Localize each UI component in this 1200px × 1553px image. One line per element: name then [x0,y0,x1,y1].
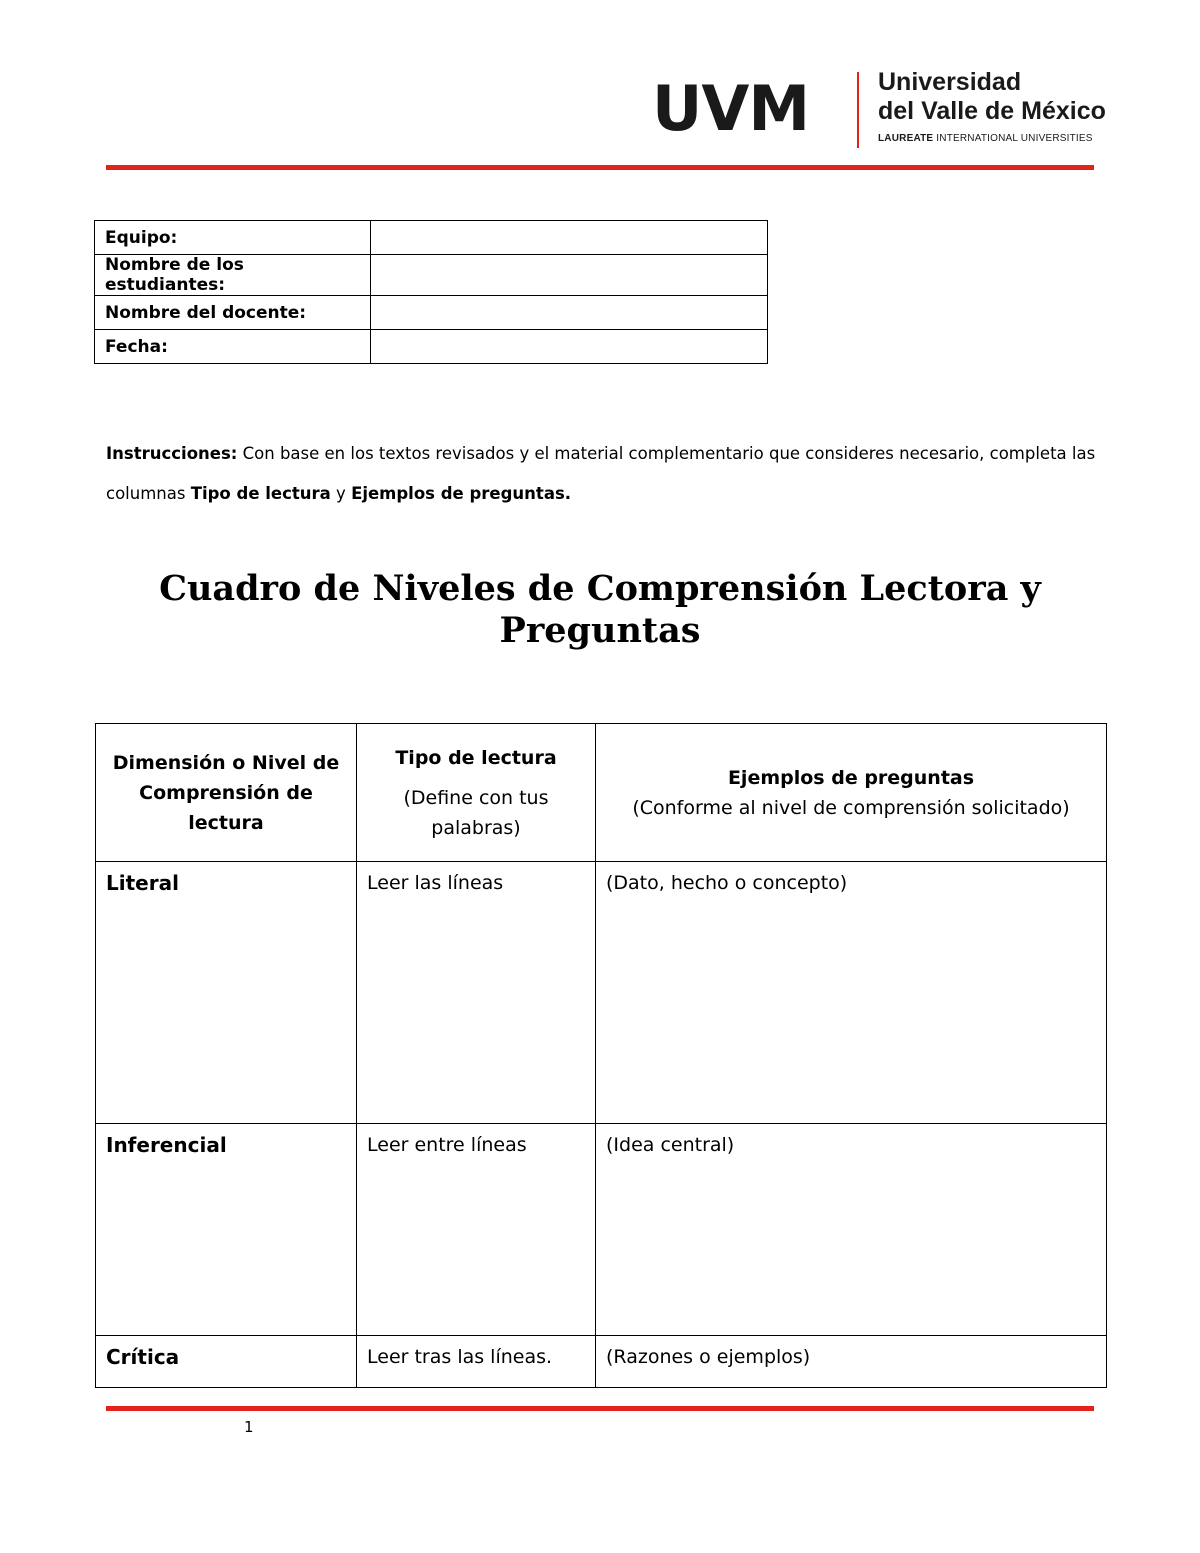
instructions-bold-2: Ejemplos de preguntas. [351,484,572,503]
info-label: Equipo: [95,221,371,255]
tipo-cell[interactable]: Leer entre líneas [357,1124,596,1336]
header-cell-ejemplos [596,724,1107,862]
ejemplos-cell[interactable]: (Idea central) [596,1124,1107,1336]
header-cell-dimension [96,724,357,862]
table-row [96,862,1107,1124]
page-title: Cuadro de Niveles de Comprensión Lectora y Preguntas [159,568,1041,651]
logo-mark: UVM [652,72,810,145]
instructions-label: Instrucciones: [106,444,238,463]
table-row [95,296,768,330]
level-label: Inferencial [106,1133,227,1157]
tipo-cell[interactable]: Leer las líneas [357,862,596,1124]
table-row [95,255,768,296]
instructions-paragraph [106,434,1106,514]
level-cell [96,1124,357,1336]
university-name-line1: Universidad [878,68,1022,96]
university-name-line2: del Valle de México [878,97,1106,125]
header-cell-tipo [357,724,596,862]
ejemplos-cell[interactable]: (Razones o ejemplos) [596,1336,1107,1388]
info-value-field[interactable] [371,221,768,255]
level-label: Literal [106,871,179,895]
header-tipo-sublabel: (Define con tus palabras) [403,786,549,839]
comprehension-levels-table [95,723,1107,1388]
info-value-field[interactable] [371,330,768,364]
table-row [96,1124,1107,1336]
header-rule [106,165,1094,170]
level-label: Crítica [106,1345,180,1369]
info-label: Nombre del docente: [95,296,371,330]
table-row [95,330,768,364]
info-label: Nombre de los estudiantes: [95,255,371,296]
table-row [96,1336,1107,1388]
header-ejemplos-sublabel: (Conforme al nivel de comprensión solicitado) [632,796,1070,819]
uvm-logo [652,66,1122,152]
logo-divider [857,72,859,148]
footer-rule [106,1406,1094,1411]
level-cell [96,862,357,1124]
info-value-field[interactable] [371,255,768,296]
header-dimension-label: Dimensión o Nivel de Comprensión de lectura [112,751,340,834]
header-ejemplos-label: Ejemplos de preguntas [727,766,975,789]
instructions-connector: y [330,484,352,503]
info-label: Fecha: [95,330,371,364]
tipo-cell[interactable]: Leer tras las líneas. [357,1336,596,1388]
page-number: 1 [244,1418,254,1436]
table-row [95,221,768,255]
info-value-field[interactable] [371,296,768,330]
header-tipo-label: Tipo de lectura [395,746,557,769]
instructions-bold-1: Tipo de lectura [190,484,331,503]
student-info-table [94,220,768,364]
university-tagline: LAUREATE INTERNATIONAL UNIVERSITIES [878,133,1093,144]
table-header-row [96,724,1107,862]
ejemplos-cell[interactable]: (Dato, hecho o concepto) [596,862,1107,1124]
instructions-text: Con base en los textos revisados y el material complementario que consideres necesario, completa las columnas [106,444,1096,503]
level-cell [96,1336,357,1388]
